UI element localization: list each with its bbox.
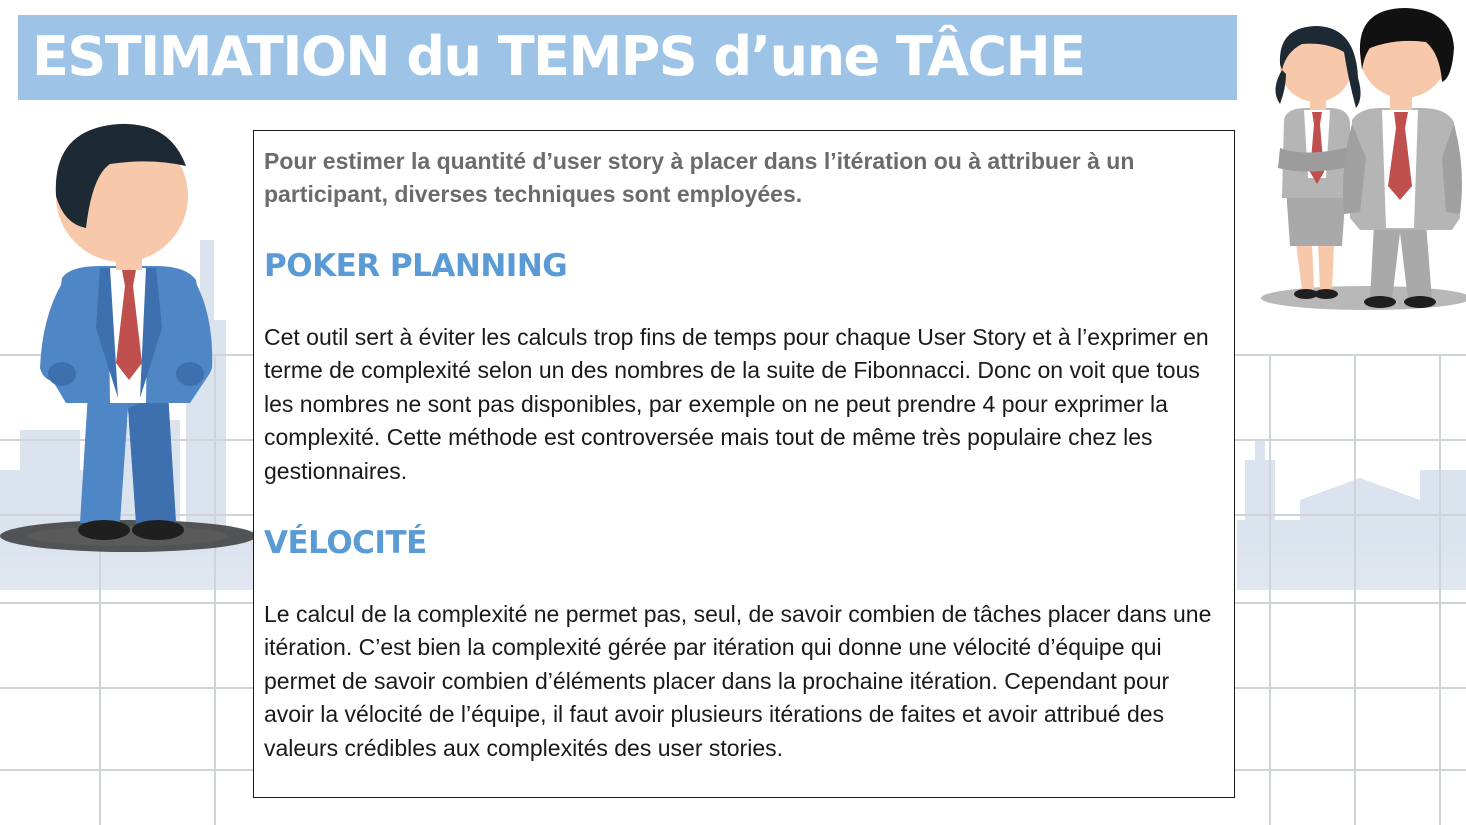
businessman-standing-left [0, 118, 260, 558]
businessman-gray-suit [1343, 8, 1462, 308]
section-body-poker-planning: Cet outil sert à éviter les calculs trop fins de temps pour chaque User Story et à l’exprimer en terme de complexité selon un des nombres de la suite de Fibonnacci. Donc on voit que tous les nombres ne sont pas disponibles, par exemple on ne peut prendre 4 pour exprimer la complexité. Cette méthode est controversée mais tout de même très populaire chez les gestionnaires. [264, 324, 1209, 484]
section-body-velocite: Le calcul de la complexité ne permet pas, seul, de savoir combien de tâches placer dans une itération. C’est bien la complexité gérée par itération qui donne une vélocité d’équipe qui permet de savoir combien d’éléments placer dans la prochaine itération. Cependant pour avoir la vélocité de l’équipe, il faut avoir plusieurs itérations de faites et avoir attribué des valeurs crédibles aux complexités des user stories. [264, 601, 1212, 761]
slide-title: ESTIMATION du TEMPS d’une TÂCHE [32, 25, 1085, 88]
title-bar [18, 15, 1237, 100]
content-panel [253, 130, 1235, 798]
intro-paragraph: Pour estimer la quantité d’user story à placer dans l’itération ou à attribuer à un participant, diverses techniques sont employées. [264, 148, 1135, 207]
business-couple-right [1256, 8, 1466, 313]
section-heading-poker-planning: POKER PLANNING [264, 248, 568, 284]
section-heading-velocite: VÉLOCITÉ [264, 525, 427, 562]
